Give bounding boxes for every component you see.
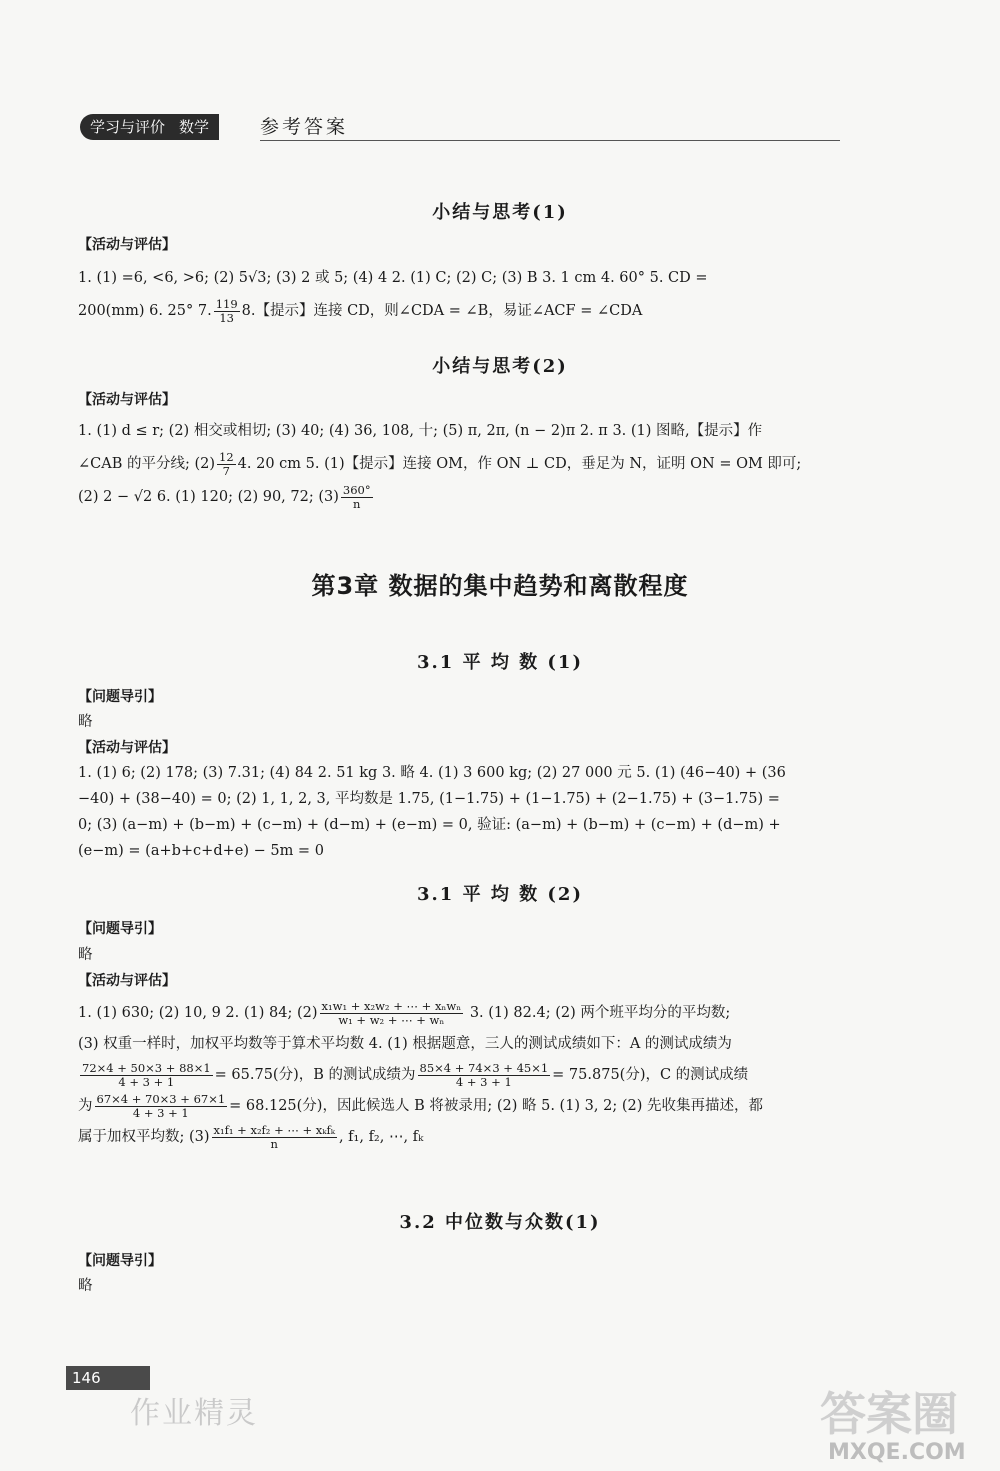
book-series-label: 学习与评价 数学 <box>80 114 219 140</box>
section-title: 3.2 中位数与众数(1) <box>399 1212 601 1233</box>
fraction: $\frac{\text{x₁w₁ + x₂w₂ + ⋯ + xₙwₙ}}{\text{w₁ + w₂ + ⋯ + wₙ}}$ <box>321 998 462 1027</box>
fraction: $\frac{\text{x₁f₁ + x₂f₂ + ⋯ + xₖfₖ}}{n}$ <box>213 1122 335 1151</box>
section-tag: 【活动与评估】 <box>78 392 176 408</box>
section-tag: 【问题导引】 <box>78 921 162 937</box>
answer-text: 略 <box>78 947 93 963</box>
section-tag: 【活动与评估】 <box>78 237 176 253</box>
fraction: $\frac{12}{7}$ <box>219 449 234 478</box>
answer-paragraph: 1. (1) 630; (2) 10, 9 2. (1) 84; (2) $\frac{\text{x₁w₁ + x₂w₂ + ⋯ + xₙwₙ}}{\text{w₁ + w₂ + ⋯ + wₙ}}$ 3. (1) 82.4; (2) 两个班平均分的平均数; (3) 权重一样时，加权平均数等于算术平均数 4. (1) 根据题意，三人的测试成绩如下：A 的测试成绩为 $\frac{72\times 4 + 50\times 3 + 88\times 1}{4 + 3 + 1}$ = 65.75(分)，B 的测试成绩为 $\frac{85\times 4 + 74\times 3 + 45\times 1}{4 + 3 + 1}$ = 75.875(分)，C 的测试成绩 为 $\frac{67\times 4 + 70\times 3 + 67\times 1}{4 + 3 + 1}$ = 68.125(分)，因此候选人 B 将被录用; (2) 略 5. (1) 3, 2; (2) 先收集再描述，都 属于加权平均数; (3) $\frac{\text{x₁f₁ + x₂f₂ + ⋯ + xₖfₖ}}{n}$ , f₁, f₂, ⋯, fₖ <box>78 998 763 1151</box>
chapter-title: 第3章 数据的集中趋势和离散程度 <box>311 572 689 600</box>
fraction: $\frac{360^\circ}{n}$ <box>342 482 371 511</box>
watermark-logo: 答案圈 <box>820 1387 958 1441</box>
answer-paragraph: 1. (1) 6; (2) 178; (3) 7.31; (4) 84 2. 51 kg 3. 略 4. (1) 3 600 kg; (2) 27 000 元 5. (1) (46−40) + (36 −40) + (38−40) = 0; (2) 1, 1, 2, 3, 平均数是 1.75, (1−1.75) + (1−1.75) + (2−1.75) + (3−1.75) = 0; (3) (a−m) + (b−m) + (c−m) + (d−m) + (e−m) = 0, 验证: (a−m) + (b−m) + (c−m) + (d−m) + (e−m) = (a+b+c+d+e) − 5m = 0 <box>78 765 786 859</box>
page-header <box>80 114 840 144</box>
watermark-url: MXQE.COM <box>828 1440 966 1465</box>
section-title: 小结与思考(1) <box>432 202 568 223</box>
section-title: 3.1 平 均 数 (2) <box>417 884 583 905</box>
section-tag: 【问题导引】 <box>78 689 162 705</box>
section-tag: 【问题导引】 <box>78 1253 162 1269</box>
fraction: $\frac{72\times 4 + 50\times 3 + 88\times 1}{4 + 3 + 1}$ <box>82 1060 211 1089</box>
header-title: 参考答案 <box>260 116 349 138</box>
fraction: $\frac{67\times 4 + 70\times 3 + 67\times 1}{4 + 3 + 1}$ <box>96 1091 226 1120</box>
section-title: 小结与思考(2) <box>432 356 568 377</box>
section-tag: 【活动与评估】 <box>78 740 176 756</box>
fraction: $\frac{119}{13}$ <box>215 296 238 325</box>
section-tag: 【活动与评估】 <box>78 973 176 989</box>
fraction: $\frac{85\times 4 + 74\times 3 + 45\times 1}{4 + 3 + 1}$ <box>419 1060 549 1089</box>
watermark-text: 作业精灵 <box>130 1396 258 1431</box>
header-rule <box>260 140 840 141</box>
answer-text: 略 <box>78 1278 93 1294</box>
page-number: 146 <box>66 1366 150 1390</box>
answer-text: 略 <box>78 714 93 730</box>
section-title: 3.1 平 均 数 (1) <box>417 652 583 673</box>
answer-paragraph: 1. (1) =6, <6, >6; (2) 5√3; (3) 2 或 5; (4) 4 2. (1) C; (2) C; (3) B 3. 1 cm 4. 60° 5. CD = 200(mm) 6. 25° 7. $\frac{119}{13}$ 8.【提示】连接 CD，则∠CDA = ∠B，易证∠ACF = ∠CDA <box>78 270 708 325</box>
answer-paragraph: 1. (1) d ≤ r; (2) 相交或相切; (3) 40; (4) 36, 108, 十; (5) π, 2π, (n − 2)π 2. π 3. (1) 图略,【提示】作 ∠CAB 的平分线; (2) $\frac{12}{7}$ 4. 20 cm 5. (1)【提示】连接 OM，作 ON ⊥ CD，垂足为 N，证明 ON = OM 即可; (2) 2 − √2 6. (1) 120; (2) 90, 72; (3) $\frac{360^\circ}{n}$ <box>78 423 802 511</box>
